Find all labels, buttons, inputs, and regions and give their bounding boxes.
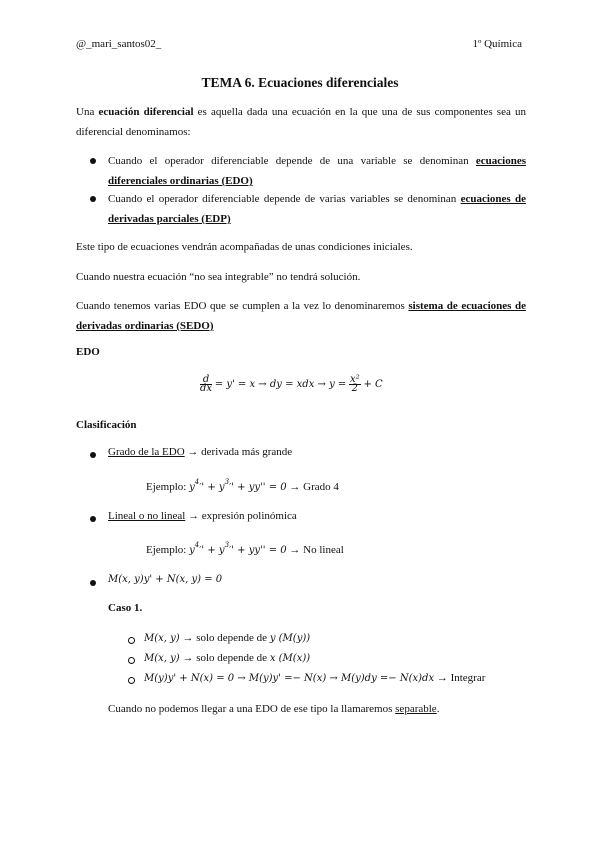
paragraph-sedo: Cuando tenemos varias EDO que se cumplen a la vez lo denominaremos sistema de ecuaciones de derivadas ordinarias (SEDO)	[76, 300, 526, 332]
list-item-grado: Grado de la EDO → derivada más grande	[108, 446, 293, 458]
intro-paragraph: Una ecuación diferencial es aquella dada una ecuación en la que una de sus componentes sea un diferencial denominamos:	[76, 106, 527, 138]
general-equation: M(x, y)y' + N(x, y) = 0	[108, 574, 223, 585]
intro-term: ecuación diferencial	[98, 106, 194, 118]
list-item-edo: Cuando el operador diferenciable depende de una variable se denominan ecuaciones diferenciales ordinarias (EDO)	[108, 155, 527, 187]
paragraph-integrable: Cuando nuestra ecuación “no sea integrable” no tendrá solución.	[76, 271, 361, 283]
bullet-icon	[90, 516, 96, 522]
page-title: TEMA 6. Ecuaciones diferenciales	[201, 75, 399, 90]
circle-bullet-icon	[128, 657, 135, 664]
caso1-heading: Caso 1.	[108, 602, 143, 614]
closing-paragraph: Cuando no podemos llegar a una EDO de ese tipo la llamaremos separable.	[108, 703, 440, 715]
circle-bullet-icon	[128, 677, 135, 684]
caso1-item: M(x, y) → solo depende de y (M(y))	[144, 632, 311, 644]
list-item-edp: Cuando el operador diferenciable depende de varias variables se denominan ecuaciones de derivadas parciales (EDP)	[108, 193, 527, 225]
caso1-item: M(x, y) → solo depende de x (M(x))	[144, 652, 311, 664]
bullet-icon	[90, 158, 96, 164]
edo-equation: $\frac{d}{dx}$ = y' = x → dy = xdx → y = $\frac{\text{x²}}{2}$ + C	[200, 374, 383, 394]
caso1-item: M(y)y' + N(x) = 0 → M(y)y' =− N(x) → M(y)dy =− N(x)dx → Integrar	[144, 672, 486, 684]
header-course: 1º Química	[472, 38, 522, 50]
fraction: $\frac{d}{dx}$	[200, 374, 213, 394]
bullet-icon	[90, 580, 96, 586]
circle-bullet-icon	[128, 637, 135, 644]
fraction: $\frac{\text{x²}}{2}$	[350, 374, 360, 394]
header-author: @_mari_santos02_	[76, 38, 162, 50]
paragraph-conditions: Este tipo de ecuaciones vendrán acompañadas de unas condiciones iniciales.	[76, 241, 413, 253]
bullet-icon	[90, 196, 96, 202]
list-item-lineal: Lineal o no lineal → expresión polinómica	[108, 510, 297, 522]
bullet-icon	[90, 452, 96, 458]
example-lineal: Ejemplo: $y^{4,}' + y^{3,}' + yy'' = 0 \to No$ lineal	[146, 541, 344, 556]
example-grado: Ejemplo: $y^{4,}' + y^{3,}' + yy'' = 0$ → Grado 4	[146, 478, 339, 493]
section-heading-edo: EDO	[76, 346, 100, 358]
section-heading-clasificacion: Clasificación	[76, 419, 137, 431]
